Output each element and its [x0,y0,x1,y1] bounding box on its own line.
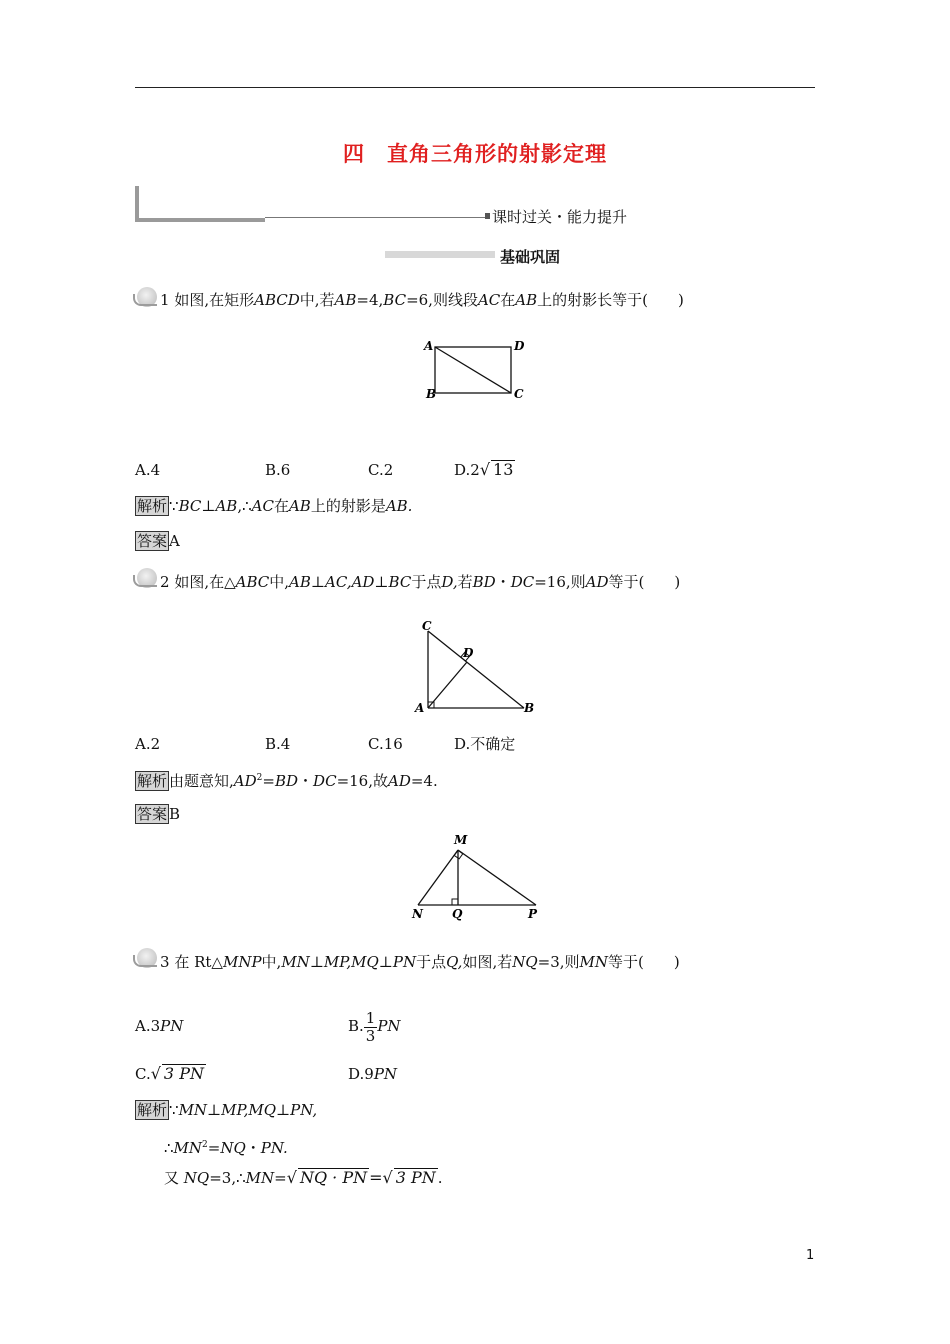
q2-option-c: C.16 [368,735,403,753]
analysis-tag: 解析 [137,497,168,515]
q3-option-d-prefix: D.9 [348,1065,374,1083]
q3-option-c-radicand: 3 PN [163,1064,204,1083]
banner-square-icon [485,213,490,219]
q3-var: MN [579,953,609,971]
q2-text: 等于( ) [608,573,681,591]
banner-line [265,217,485,218]
q3-text: ⊥ [309,953,324,971]
analysis-var: MN [178,1101,208,1119]
analysis-text: = [262,772,275,790]
label-m: M [454,833,468,847]
lesson-title: 四 直角三角形的射影定理 [343,142,607,166]
q3-option-c-prefix: C. [135,1065,151,1083]
analysis-text: ⊥ [276,1101,291,1119]
q1-var: AB [334,291,357,309]
question-curl-icon [133,294,157,306]
q3-var: PN [392,953,417,971]
fraction-denominator: 3 [365,1026,376,1045]
q3-var: MQ [351,953,379,971]
q2-var: AC, [325,573,352,591]
altitude-ad [428,662,467,708]
q2-text: 于点 [411,573,442,591]
q3-stem [160,952,680,972]
analysis-radicand: NQ · PN [299,1168,368,1187]
analysis-var: AD [388,772,411,790]
q2-option-d: D.不确定 [454,735,516,753]
q1-analysis [135,496,412,516]
analysis-radicand: 3 PN [395,1168,436,1187]
banner-bracket-left [135,186,139,222]
q3-option-a-prefix: A.3 [135,1017,161,1035]
q3-var: MN [281,953,310,971]
q2-text: =16,则 [534,573,586,591]
analysis-tag: 解析 [137,1101,168,1119]
q3-var: NQ [512,953,538,971]
q2-var: DC [510,573,535,591]
analysis-text: ∵ [169,497,179,515]
q2-analysis [135,768,438,791]
q3-text: =3,则 [537,953,580,971]
q3-text: 等于( ) [608,953,680,971]
analysis-var: AC [251,497,274,515]
section-bar [385,251,495,258]
label-q: Q [452,907,463,921]
analysis-text: ,∴ [237,497,252,515]
answer-tag: 答案 [137,805,168,823]
q1-number: 1 [160,291,170,309]
q1-option-a: A.4 [135,461,161,479]
q1-text: =6,则线段 [406,291,478,309]
analysis-tag: 解析 [137,772,168,790]
q2-var: AB [289,573,311,591]
question-curl-icon [133,955,157,967]
analysis-var: PN. [260,1139,288,1157]
analysis-exponent: 2 [256,773,263,783]
q2-var: AD [351,573,375,591]
q3-option-a-var: PN [160,1017,184,1035]
q2-text: ⊥ [310,573,326,591]
q2-var: BD [472,573,496,591]
analysis-var: MP, [221,1101,249,1119]
label-a: A [415,701,425,715]
top-rule [135,87,815,88]
analysis-text: = [274,1169,287,1187]
analysis-var: AB [215,497,238,515]
q2-option-a: A.2 [135,735,161,753]
q3-text: 如图,若 [462,953,513,971]
q2-option-b: B.4 [265,735,291,753]
q1-option-d-prefix: D.2 [454,461,480,479]
diagonal-line [435,347,511,393]
q3-number: 3 [160,953,170,971]
label-n: N [412,907,423,921]
label-d: D [463,646,474,660]
side-cb [428,631,524,708]
q2-var: ABC [235,573,270,591]
q3-triangle-figure [406,830,546,922]
side-mp [458,850,536,905]
analysis-var: PN, [290,1101,318,1119]
label-b: B [524,701,535,715]
q3-option-c: C.√ 3 PN [135,1064,204,1083]
analysis-var: BD [274,772,299,790]
analysis-text: =4. [410,772,438,790]
q3-option-b [348,1006,401,1046]
q2-stem [160,572,680,592]
q1-text: 中,若 [299,291,335,309]
q1-var: AB [515,291,538,309]
q3-option-a [135,1016,183,1036]
q2-text: ・ [495,573,511,591]
analysis-text: 又 [164,1169,180,1187]
q1-option-d-radicand: 13 [493,460,514,479]
answer-tag: 答案 [137,532,168,550]
analysis-var: AD [233,772,257,790]
q1-rectangle-figure [420,336,530,402]
q2-text: ⊥ [374,573,389,591]
banner-text: 课时过关・能力提升 [492,208,628,226]
q3-text: ⊥ [378,953,393,971]
question-curl-icon [133,575,157,587]
q1-option-d: D.2√ 13 [454,460,514,479]
q3-analysis-line-3: 又 NQ=3,∴MN=√ NQ · PN =√ 3 PN . [164,1168,443,1187]
q1-var: BC [383,291,407,309]
page-number: 1 [806,1248,815,1263]
q3-option-d-var: PN [373,1065,398,1083]
q1-option-c: C.2 [368,461,394,479]
q2-text: 如图,在△ [174,573,236,591]
analysis-text: =16,故 [336,772,388,790]
fraction-numerator: 1 [365,1008,376,1027]
q2-var: BC [388,573,412,591]
analysis-text: ∵ [169,1101,179,1119]
analysis-var: BC [178,497,202,515]
analysis-text: = [207,1139,221,1157]
analysis-var: MQ [248,1101,276,1119]
q3-analysis-line-1 [135,1100,317,1120]
analysis-text: ⊥ [207,1101,222,1119]
q3-option-d [348,1064,397,1084]
answer-value: B [169,805,181,823]
q2-text: 中, [269,573,290,591]
analysis-var: NQ [183,1169,210,1187]
q2-answer [135,804,180,824]
label-c: C [514,387,524,401]
label-c: C [422,619,432,633]
analysis-exponent: 2 [202,1140,208,1150]
banner-bracket-bottom [135,218,265,222]
q1-text: 上的射影长等于( ) [537,291,684,309]
analysis-text: =3,∴ [209,1169,246,1187]
analysis-var: AB [288,497,311,515]
q3-var: MP, [323,953,352,971]
q1-text: 如图,在矩形 [174,291,255,309]
side-nm [418,850,458,905]
analysis-text: 上的射影是 [310,497,386,515]
analysis-text: 由题意知, [169,772,234,790]
analysis-var: MN [173,1139,203,1157]
analysis-text: ∴ [164,1139,174,1157]
analysis-text: ・ [245,1139,261,1157]
q2-text: 若 [457,573,473,591]
analysis-text: . [437,1169,443,1187]
right-angle-mark-q [452,899,458,905]
q3-text: 于点 [416,953,447,971]
label-p: P [528,907,538,921]
label-b: B [426,387,437,401]
q2-triangle-figure [412,617,542,717]
q1-var: AC [477,291,501,309]
q1-var: ABCD [254,291,300,309]
q1-text: =4, [356,291,384,309]
q3-option-b-fraction [364,1010,378,1045]
analysis-text: ・ [298,772,314,790]
label-a: A [424,339,434,353]
label-d: D [514,339,525,353]
q2-number: 2 [160,573,170,591]
analysis-var: DC [313,772,337,790]
answer-value: A [169,532,180,550]
analysis-text: = [369,1168,383,1187]
q1-answer [135,531,180,551]
q3-var: Q, [446,953,463,971]
q2-var: AD [585,573,609,591]
q3-option-b-var: PN [377,1017,401,1035]
q1-text: 在 [500,291,516,309]
q2-var: D, [441,573,458,591]
section-title: 基础巩固 [500,248,561,266]
analysis-var: NQ [220,1139,246,1157]
q3-option-b-prefix: B. [348,1017,364,1035]
analysis-var: AB. [385,497,413,515]
q1-option-b: B.6 [265,461,291,479]
q3-text: 在 Rt△ [174,953,223,971]
analysis-text: 在 [273,497,289,515]
analysis-text: ⊥ [201,497,216,515]
analysis-var: MN [245,1169,275,1187]
q3-text: 中, [261,953,282,971]
q3-var: MNP [222,953,262,971]
q1-stem [160,290,684,310]
q3-analysis-line-2 [164,1135,288,1158]
